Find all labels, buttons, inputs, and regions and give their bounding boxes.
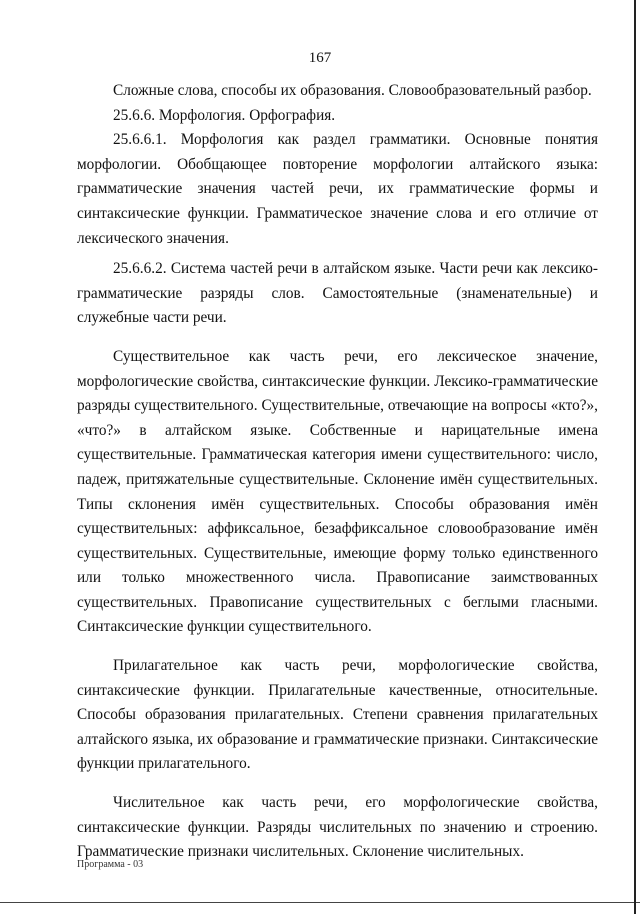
paragraph: Существительное как часть речи, его лексическое значение, морфологические свойства, синтаксические функции. Лексико-грамматические разряды существительного. Существительные, отвечающие на вопросы «кто?», «что?» в алтайском языке. Собственные и нарицательные имена существительные. Грамматическая категория имени существительного: число, падеж, притяжательные существительные. Склонение имён существительных. Типы склонения имён существительных. Способы образования имён существительных: аффиксальное, безаффиксальное словообразование имён существительных. Существительные, имеющие форму только единственного или только множественного числа. Правописание заимствованных существительных. Правописание существительных с беглыми гласными. Синтаксические функции существительного.: [77, 347, 598, 636]
paragraph: Прилагательное как часть речи, морфологические свойства, синтаксические функции. Прилагательные качественные, относительные. Способы образования прилагательных. Степени сравнения прилагательных алтайского языка, их образование и грамматические признаки. Синтаксические функции прилагательного.: [77, 657, 598, 773]
paragraph: Числительное как часть речи, его морфологические свойства, синтаксические функции. Разряды числительных по значению и строению. Грамматические признаки числительных. Склонение числительных.: [77, 794, 598, 861]
scan-edge-right: [634, 0, 636, 914]
section-heading: 25.6.6. Морфология. Орфография.: [113, 106, 336, 124]
scan-edge-bottom: [0, 902, 640, 903]
paragraph: 25.6.6.1. Морфология как раздел грамматики. Основные понятия морфологии. Обобщающее повторение морфологии алтайского языка: грамматические значения частей речи, их грамматические формы и синтаксические функции. Грамматическое значение слова и его отличие от лексического значения.: [77, 131, 598, 247]
paragraph: Сложные слова, способы их образования. Словообразовательный разбор.: [113, 82, 592, 99]
page-body: [77, 79, 598, 865]
page-footer: Программа - 03: [77, 859, 144, 870]
page-number: 167: [308, 50, 332, 66]
paragraph: 25.6.6.2. Система частей речи в алтайском языке. Части речи как лексико-грамматические разряды слов. Самостоятельные (знаменательные) и служебные части речи.: [77, 260, 598, 327]
